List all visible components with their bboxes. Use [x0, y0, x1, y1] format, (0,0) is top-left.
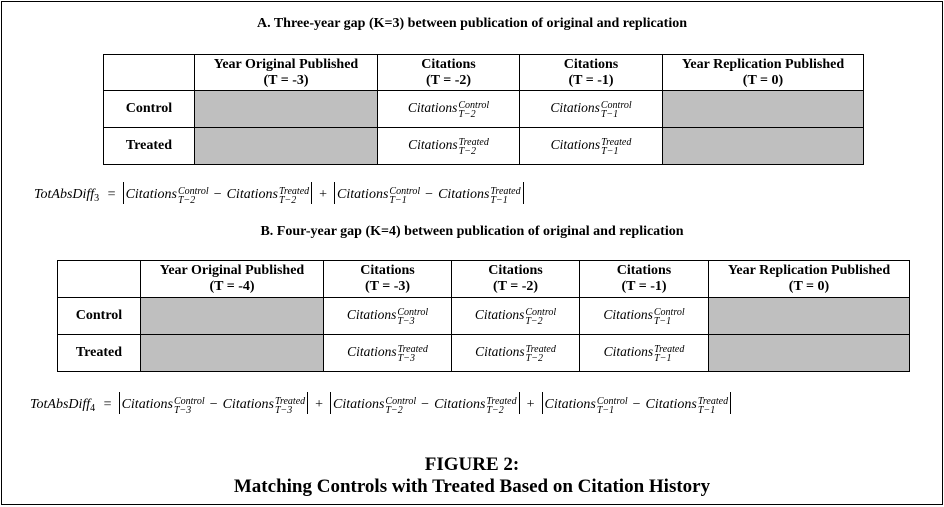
- shaded-cell: [141, 335, 324, 372]
- shaded-cell: [141, 298, 324, 335]
- panel-b-header-citations-t2: Citations (T = -2): [452, 261, 580, 298]
- panel-a-row-treated: [104, 128, 864, 165]
- shaded-cell: [663, 128, 864, 165]
- panel-a-heading: A. Three-year gap (K=3) between publication of original and replication: [256, 16, 688, 31]
- panel-a-formula: TotAbsDiff$_3$ = Citations Control T−2 − Citations Treated T−2 + Citations Control T−1 − Citations Treated T−1: [34, 182, 526, 205]
- shaded-cell: [709, 335, 910, 372]
- panel-a-header-original: Year Original Published (T = -3): [195, 55, 378, 91]
- panel-a-row-label: Treated: [104, 128, 195, 165]
- panel-b-table: [57, 260, 910, 372]
- panel-b-header-citations-t1: Citations (T = -1): [580, 261, 709, 298]
- panel-b-header-replication: Year Replication Published (T = 0): [709, 261, 910, 298]
- shaded-cell: [663, 91, 864, 128]
- citation-cell: Citations Control T−3: [324, 298, 452, 335]
- panel-a-header-corner: [104, 55, 195, 91]
- figure-title: Matching Controls with Treated Based on Citation History: [233, 476, 711, 497]
- citation-cell: Citations Treated T−1: [520, 128, 663, 165]
- panel-b-row-label: Treated: [58, 335, 141, 372]
- panel-a-header-citations-t1: Citations (T = -1): [520, 55, 663, 91]
- citation-cell: Citations Treated T−3: [324, 335, 452, 372]
- panel-a-header-citations-t2: Citations (T = -2): [378, 55, 520, 91]
- panel-b-header-original: Year Original Published (T = -4): [141, 261, 324, 298]
- panel-a-row-label: Control: [104, 91, 195, 128]
- panel-b-row-control: [58, 298, 910, 335]
- figure-page: [1, 1, 943, 505]
- panel-b-heading: B. Four-year gap (K=4) between publication of original and replication: [260, 224, 684, 239]
- shaded-cell: [195, 91, 378, 128]
- shaded-cell: [195, 128, 378, 165]
- panel-b-row-label: Control: [58, 298, 141, 335]
- citation-cell: Citations Treated T−1: [580, 335, 709, 372]
- panel-b-header-corner: [58, 261, 141, 298]
- panel-a-row-control: [104, 91, 864, 128]
- panel-a-header-row: [104, 55, 864, 91]
- panel-b-formula: TotAbsDiff$_4$ = Citations Control T−3 − Citations Treated T−3 + Citations Control T−2 − Citations Treated T−2 + Citations Control T−1 − Citations Treated T−1: [30, 392, 733, 415]
- citation-cell: Citations Control T−1: [580, 298, 709, 335]
- panel-b-header-citations-t3: Citations (T = -3): [324, 261, 452, 298]
- citation-cell: Citations Control T−2: [452, 298, 580, 335]
- panel-b-header-row: [58, 261, 910, 298]
- shaded-cell: [709, 298, 910, 335]
- citation-cell: Citations Control T−1: [520, 91, 663, 128]
- figure-label: FIGURE 2:: [424, 454, 520, 475]
- panel-a-table: [103, 54, 864, 165]
- citation-cell: Citations Control T−2: [378, 91, 520, 128]
- panel-a-header-replication: Year Replication Published (T = 0): [663, 55, 864, 91]
- citation-cell: Citations Treated T−2: [452, 335, 580, 372]
- citation-cell: Citations Treated T−2: [378, 128, 520, 165]
- panel-b-row-treated: [58, 335, 910, 372]
